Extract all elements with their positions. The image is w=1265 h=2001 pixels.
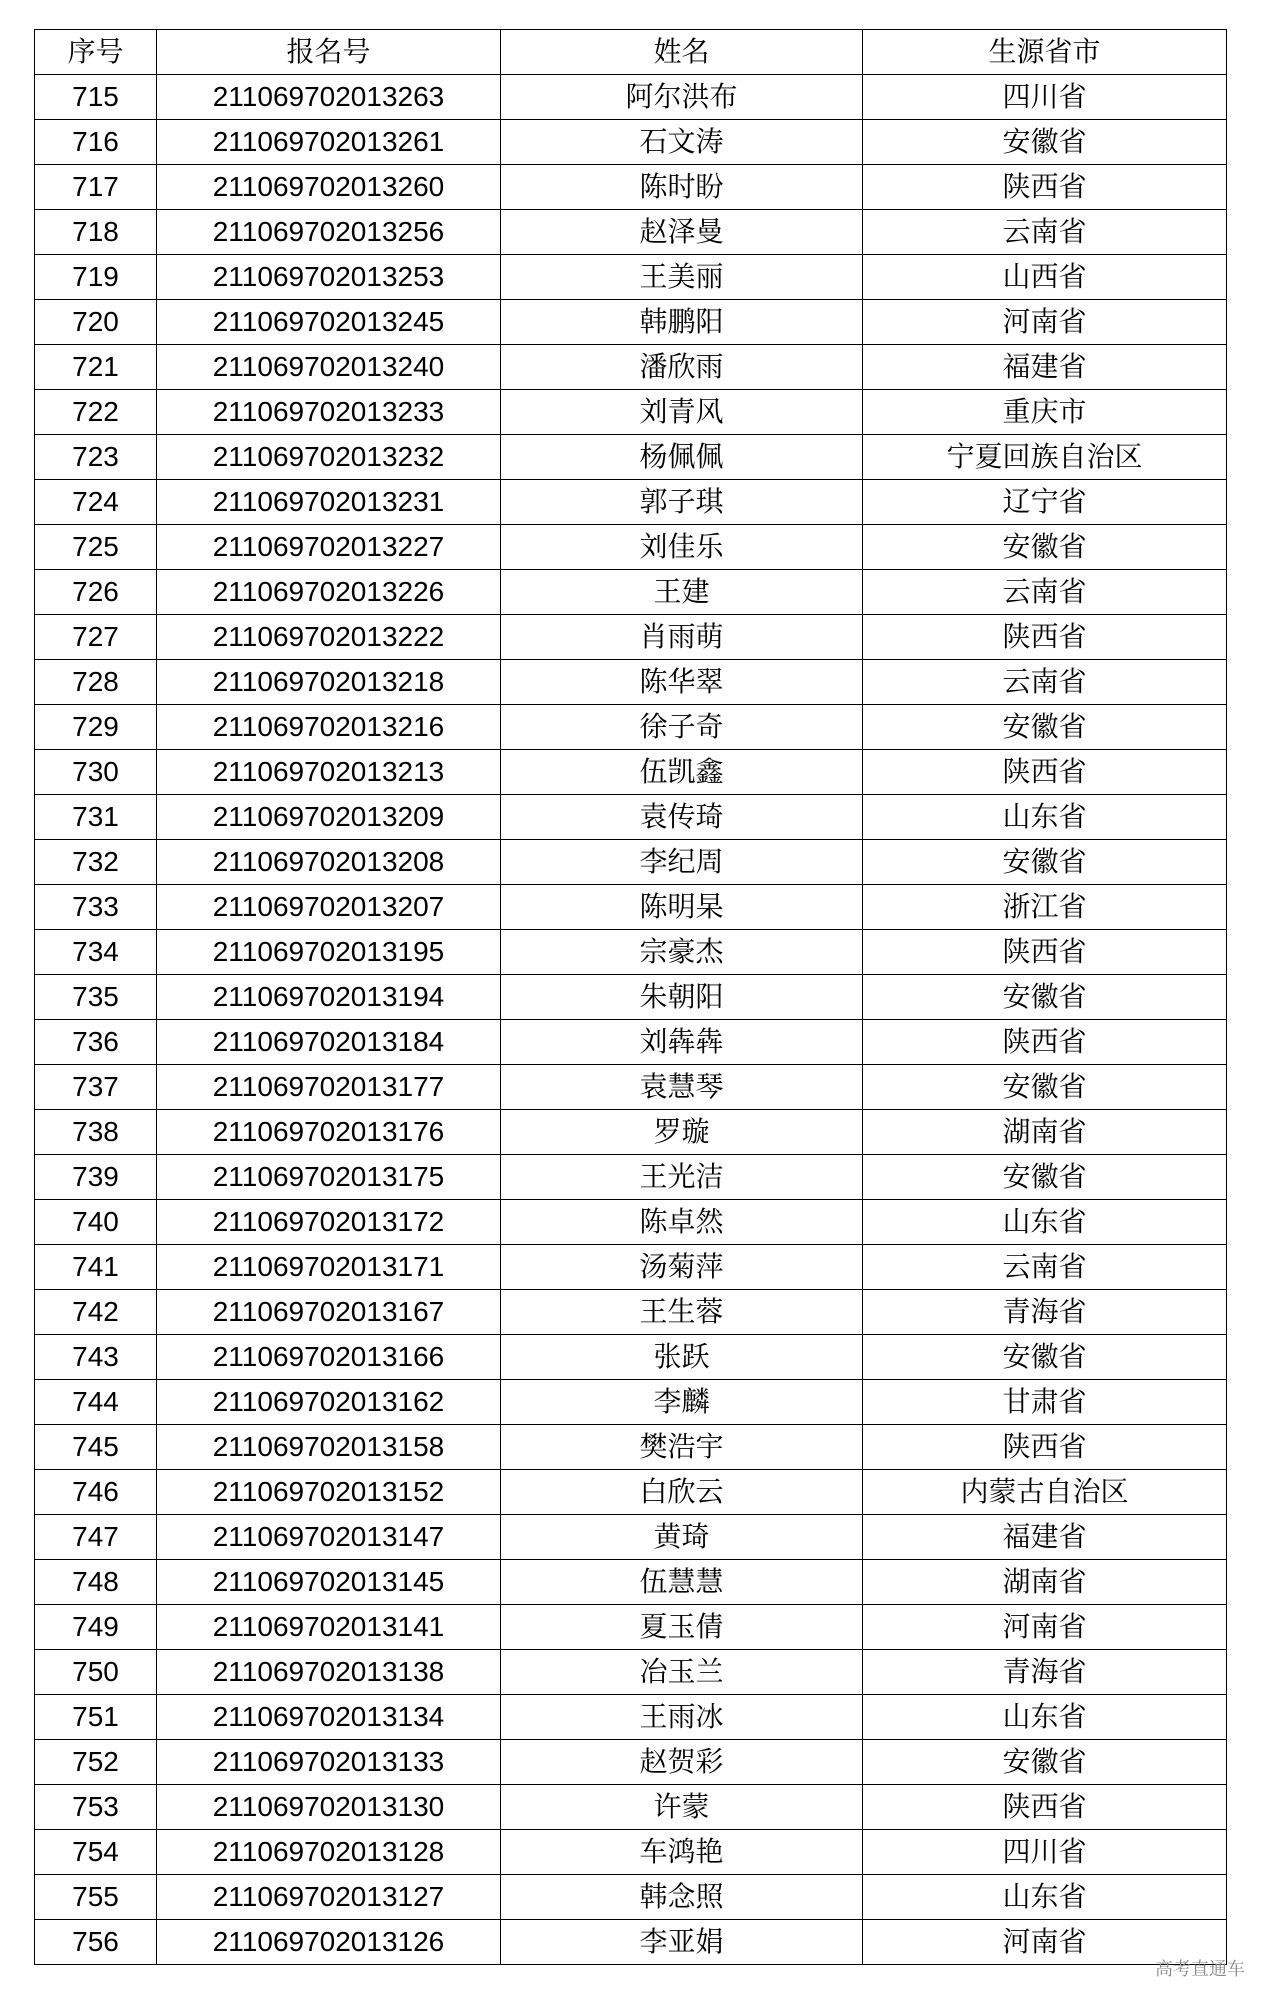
cell-province: 安徽省 [863,705,1227,750]
cell-seq: 731 [35,795,157,840]
cell-seq: 744 [35,1380,157,1425]
table-row [35,525,1227,570]
cell-regno: 211069702013222 [157,615,501,660]
cell-name: 陈华翠 [501,660,863,705]
table-row [35,1695,1227,1740]
cell-name: 宗豪杰 [501,930,863,975]
cell-province: 陕西省 [863,930,1227,975]
header-regno: 报名号 [157,30,501,75]
table-row [35,1380,1227,1425]
cell-province: 云南省 [863,210,1227,255]
cell-seq: 732 [35,840,157,885]
header-seq: 序号 [35,30,157,75]
cell-province: 河南省 [863,1920,1227,1965]
cell-name: 赵贺彩 [501,1740,863,1785]
cell-name: 石文涛 [501,120,863,165]
cell-name: 杨佩佩 [501,435,863,480]
cell-seq: 723 [35,435,157,480]
cell-regno: 211069702013158 [157,1425,501,1470]
table-row [35,1290,1227,1335]
cell-regno: 211069702013162 [157,1380,501,1425]
table-row [35,930,1227,975]
header-name: 姓名 [501,30,863,75]
cell-province: 陕西省 [863,165,1227,210]
cell-seq: 725 [35,525,157,570]
cell-name: 罗璇 [501,1110,863,1155]
cell-province: 陕西省 [863,1785,1227,1830]
cell-province: 宁夏回族自治区 [863,435,1227,480]
cell-name: 夏玉倩 [501,1605,863,1650]
cell-province: 内蒙古自治区 [863,1470,1227,1515]
cell-seq: 749 [35,1605,157,1650]
cell-regno: 211069702013171 [157,1245,501,1290]
cell-seq: 754 [35,1830,157,1875]
cell-seq: 724 [35,480,157,525]
cell-regno: 211069702013233 [157,390,501,435]
table-row [35,300,1227,345]
cell-regno: 211069702013226 [157,570,501,615]
table-row [35,390,1227,435]
cell-regno: 211069702013208 [157,840,501,885]
cell-seq: 729 [35,705,157,750]
cell-province: 安徽省 [863,840,1227,885]
cell-name: 陈时盼 [501,165,863,210]
cell-name: 刘佳乐 [501,525,863,570]
table-row [35,1470,1227,1515]
cell-seq: 730 [35,750,157,795]
cell-regno: 211069702013145 [157,1560,501,1605]
cell-regno: 211069702013167 [157,1290,501,1335]
cell-name: 许蒙 [501,1785,863,1830]
table-row [35,840,1227,885]
cell-name: 李亚娟 [501,1920,863,1965]
cell-regno: 211069702013207 [157,885,501,930]
roster-table [34,29,1227,1965]
table-row [35,1335,1227,1380]
cell-seq: 736 [35,1020,157,1065]
cell-regno: 211069702013231 [157,480,501,525]
cell-name: 陈卓然 [501,1200,863,1245]
cell-seq: 728 [35,660,157,705]
table-header-row [35,30,1227,75]
cell-name: 陈明杲 [501,885,863,930]
cell-seq: 735 [35,975,157,1020]
table-row [35,1245,1227,1290]
cell-seq: 739 [35,1155,157,1200]
cell-province: 福建省 [863,1515,1227,1560]
cell-name: 刘青风 [501,390,863,435]
cell-seq: 750 [35,1650,157,1695]
watermark: 高考直通车 [1155,1959,1245,1980]
cell-seq: 716 [35,120,157,165]
cell-regno: 211069702013209 [157,795,501,840]
cell-name: 王建 [501,570,863,615]
cell-regno: 211069702013227 [157,525,501,570]
cell-name: 樊浩宇 [501,1425,863,1470]
cell-seq: 726 [35,570,157,615]
cell-name: 王光洁 [501,1155,863,1200]
table-row [35,1920,1227,1965]
cell-regno: 211069702013133 [157,1740,501,1785]
cell-name: 袁传琦 [501,795,863,840]
cell-regno: 211069702013134 [157,1695,501,1740]
cell-regno: 211069702013245 [157,300,501,345]
cell-province: 云南省 [863,1245,1227,1290]
table-row [35,1740,1227,1785]
cell-province: 安徽省 [863,1155,1227,1200]
cell-regno: 211069702013147 [157,1515,501,1560]
cell-province: 云南省 [863,660,1227,705]
table-row [35,1020,1227,1065]
cell-province: 安徽省 [863,525,1227,570]
table-row [35,1560,1227,1605]
table-row [35,1650,1227,1695]
cell-regno: 211069702013195 [157,930,501,975]
cell-province: 河南省 [863,1605,1227,1650]
cell-seq: 737 [35,1065,157,1110]
cell-name: 车鸿艳 [501,1830,863,1875]
table-row [35,435,1227,480]
cell-province: 陕西省 [863,1020,1227,1065]
cell-seq: 719 [35,255,157,300]
cell-regno: 211069702013213 [157,750,501,795]
table-row [35,1875,1227,1920]
table-row [35,480,1227,525]
cell-seq: 747 [35,1515,157,1560]
cell-seq: 733 [35,885,157,930]
cell-name: 汤菊萍 [501,1245,863,1290]
cell-province: 湖南省 [863,1560,1227,1605]
table-row [35,615,1227,660]
cell-province: 山东省 [863,1875,1227,1920]
cell-name: 伍凯鑫 [501,750,863,795]
cell-province: 青海省 [863,1650,1227,1695]
cell-regno: 211069702013166 [157,1335,501,1380]
cell-name: 伍慧慧 [501,1560,863,1605]
cell-seq: 734 [35,930,157,975]
cell-seq: 717 [35,165,157,210]
cell-regno: 211069702013218 [157,660,501,705]
cell-province: 陕西省 [863,1425,1227,1470]
cell-regno: 211069702013138 [157,1650,501,1695]
cell-province: 辽宁省 [863,480,1227,525]
table-row [35,795,1227,840]
cell-name: 阿尔洪布 [501,75,863,120]
cell-seq: 748 [35,1560,157,1605]
cell-province: 四川省 [863,1830,1227,1875]
cell-seq: 756 [35,1920,157,1965]
cell-regno: 211069702013253 [157,255,501,300]
cell-seq: 755 [35,1875,157,1920]
cell-regno: 211069702013256 [157,210,501,255]
cell-name: 张跃 [501,1335,863,1380]
cell-name: 肖雨萌 [501,615,863,660]
table-row [35,1200,1227,1245]
cell-seq: 722 [35,390,157,435]
cell-regno: 211069702013177 [157,1065,501,1110]
table-row [35,1065,1227,1110]
cell-seq: 753 [35,1785,157,1830]
cell-province: 山东省 [863,1695,1227,1740]
cell-province: 安徽省 [863,1740,1227,1785]
cell-province: 甘肃省 [863,1380,1227,1425]
cell-seq: 718 [35,210,157,255]
table-row [35,885,1227,930]
cell-regno: 211069702013127 [157,1875,501,1920]
cell-province: 安徽省 [863,1335,1227,1380]
table-body [35,75,1227,1965]
table-row [35,1830,1227,1875]
table-row [35,210,1227,255]
cell-regno: 211069702013128 [157,1830,501,1875]
cell-province: 陕西省 [863,615,1227,660]
table-row [35,705,1227,750]
table-row [35,1785,1227,1830]
cell-seq: 752 [35,1740,157,1785]
cell-regno: 211069702013232 [157,435,501,480]
cell-regno: 211069702013175 [157,1155,501,1200]
table-row [35,1515,1227,1560]
cell-seq: 738 [35,1110,157,1155]
cell-name: 王生蓉 [501,1290,863,1335]
cell-name: 刘犇犇 [501,1020,863,1065]
cell-name: 潘欣雨 [501,345,863,390]
cell-name: 袁慧琴 [501,1065,863,1110]
cell-name: 郭子琪 [501,480,863,525]
table-row [35,120,1227,165]
table-row [35,750,1227,795]
cell-province: 云南省 [863,570,1227,615]
table-row [35,660,1227,705]
table-row [35,165,1227,210]
cell-name: 朱朝阳 [501,975,863,1020]
cell-regno: 211069702013260 [157,165,501,210]
table-row [35,570,1227,615]
cell-province: 河南省 [863,300,1227,345]
cell-name: 赵泽曼 [501,210,863,255]
header-province: 生源省市 [863,30,1227,75]
table-row [35,75,1227,120]
cell-name: 白欣云 [501,1470,863,1515]
table-row [35,255,1227,300]
cell-province: 四川省 [863,75,1227,120]
cell-name: 李纪周 [501,840,863,885]
cell-name: 冶玉兰 [501,1650,863,1695]
cell-name: 王美丽 [501,255,863,300]
cell-province: 安徽省 [863,120,1227,165]
cell-regno: 211069702013152 [157,1470,501,1515]
cell-province: 青海省 [863,1290,1227,1335]
cell-province: 陕西省 [863,750,1227,795]
cell-seq: 721 [35,345,157,390]
cell-province: 福建省 [863,345,1227,390]
table-row [35,1110,1227,1155]
cell-regno: 211069702013194 [157,975,501,1020]
cell-seq: 743 [35,1335,157,1380]
cell-regno: 211069702013216 [157,705,501,750]
table-row [35,1605,1227,1650]
cell-regno: 211069702013261 [157,120,501,165]
table-row [35,1425,1227,1470]
cell-regno: 211069702013126 [157,1920,501,1965]
cell-province: 安徽省 [863,975,1227,1020]
cell-regno: 211069702013141 [157,1605,501,1650]
cell-province: 重庆市 [863,390,1227,435]
cell-seq: 727 [35,615,157,660]
cell-seq: 720 [35,300,157,345]
cell-province: 安徽省 [863,1065,1227,1110]
cell-seq: 745 [35,1425,157,1470]
cell-name: 王雨冰 [501,1695,863,1740]
cell-province: 山东省 [863,1200,1227,1245]
cell-regno: 211069702013263 [157,75,501,120]
table-row [35,1155,1227,1200]
cell-regno: 211069702013184 [157,1020,501,1065]
table-row [35,345,1227,390]
cell-name: 韩念照 [501,1875,863,1920]
cell-seq: 751 [35,1695,157,1740]
table-row [35,975,1227,1020]
cell-province: 山东省 [863,795,1227,840]
cell-regno: 211069702013240 [157,345,501,390]
cell-province: 湖南省 [863,1110,1227,1155]
cell-seq: 741 [35,1245,157,1290]
cell-province: 山西省 [863,255,1227,300]
cell-seq: 746 [35,1470,157,1515]
cell-province: 浙江省 [863,885,1227,930]
cell-name: 徐子奇 [501,705,863,750]
cell-name: 韩鹏阳 [501,300,863,345]
cell-regno: 211069702013172 [157,1200,501,1245]
cell-regno: 211069702013176 [157,1110,501,1155]
cell-name: 黄琦 [501,1515,863,1560]
cell-seq: 715 [35,75,157,120]
cell-seq: 742 [35,1290,157,1335]
cell-name: 李麟 [501,1380,863,1425]
cell-regno: 211069702013130 [157,1785,501,1830]
cell-seq: 740 [35,1200,157,1245]
